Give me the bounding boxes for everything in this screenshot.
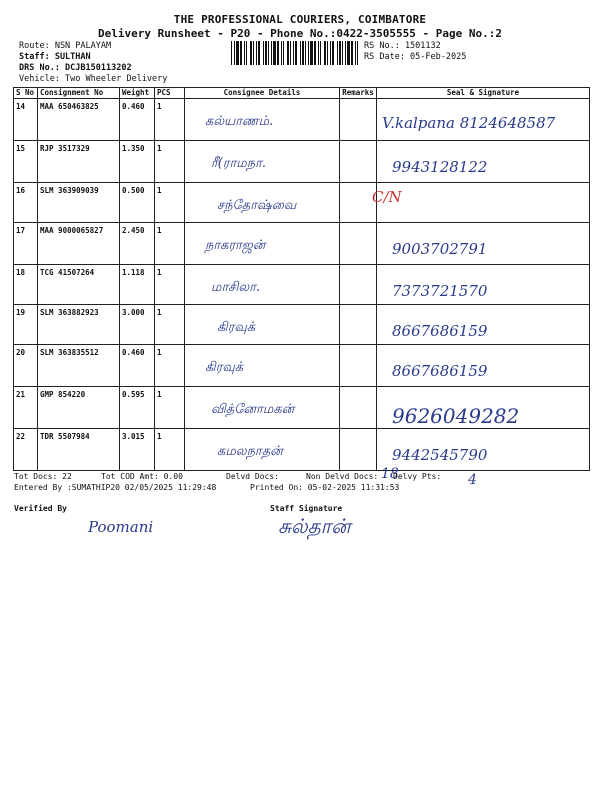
consignee-handwritten: சந்தோஷ்வை: [217, 198, 297, 213]
remark-handwritten: C/N: [372, 188, 402, 206]
row-sno: 19: [14, 305, 38, 345]
barcode-bar: [342, 41, 343, 65]
row-consignment-no: GMP 854220: [38, 387, 120, 429]
row-pcs: 1: [155, 141, 185, 183]
consignee-handwritten: வித்னோமகன்: [211, 402, 295, 417]
delvd-docs: Delvd Docs:: [226, 472, 279, 481]
barcode-bar: [345, 41, 346, 65]
row-sno: 18: [14, 265, 38, 305]
staff-label: Staff: SULTHAN: [19, 52, 91, 62]
staff-handwritten-signature: சுல்தான்: [278, 514, 351, 538]
non-delvd-docs: Non Delvd Docs:: [306, 472, 379, 481]
row-pcs: 1: [155, 223, 185, 265]
barcode-bar: [305, 41, 306, 65]
route-label: Route: NSN PALAYAM: [19, 41, 112, 51]
barcode-bar: [339, 41, 341, 65]
row-weight: 1.350: [120, 141, 155, 183]
consignee-handwritten: கிரவுக்: [217, 320, 256, 335]
row-sno: 15: [14, 141, 38, 183]
row-weight: 0.460: [120, 99, 155, 141]
verified-by-label: Verified By: [14, 504, 67, 513]
barcode-bar: [302, 41, 304, 65]
row-pcs: 1: [155, 305, 185, 345]
table-row: [14, 305, 590, 345]
printed-on: Printed On: 05-02-2025 11:31:53: [250, 483, 400, 492]
barcode-bar: [263, 41, 264, 65]
row-signature: [377, 183, 590, 223]
barcode-bar: [271, 41, 272, 65]
row-consignment-no: MAA 9000065827: [38, 223, 120, 265]
row-consignment-no: MAA 650463825: [38, 99, 120, 141]
consignee-handwritten: ரீ(ராமநா.: [211, 156, 267, 171]
barcode-bar: [277, 41, 279, 65]
barcode-bar: [293, 41, 294, 65]
table-row: [14, 223, 590, 265]
signature-handwritten: 9943128122: [392, 158, 488, 176]
row-weight: 3.000: [120, 305, 155, 345]
barcode-bar: [244, 41, 245, 65]
row-consignment-no: SLM 363882923: [38, 305, 120, 345]
row-consignment-no: TCG 41507264: [38, 265, 120, 305]
rs-no-label: RS No.: 1501132: [364, 41, 441, 51]
barcode-bar: [268, 41, 269, 65]
signature-handwritten: 7373721570: [392, 282, 488, 300]
barcode-bar: [295, 41, 297, 65]
col-pcs: PCS: [155, 88, 185, 99]
row-sno: 20: [14, 345, 38, 387]
barcode-bar: [236, 41, 239, 65]
delvy-pts-handwritten: 4: [468, 472, 477, 488]
barcode-bar: [327, 41, 328, 65]
row-consignment-no: SLM 363835512: [38, 345, 120, 387]
non-delvd-handwritten: 18: [381, 466, 399, 482]
barcode-bar: [265, 41, 267, 65]
rs-date-label: RS Date: 05-Feb-2025: [364, 52, 467, 62]
col-sno: S No: [14, 88, 38, 99]
row-pcs: 1: [155, 429, 185, 471]
row-pcs: 1: [155, 183, 185, 223]
barcode-bar: [308, 41, 309, 65]
row-sno: 21: [14, 387, 38, 429]
barcode-bar: [351, 41, 353, 65]
row-sno: 22: [14, 429, 38, 471]
row-sno: 14: [14, 99, 38, 141]
barcode-bar: [287, 41, 289, 65]
row-remarks: [340, 183, 377, 223]
consignee-handwritten: மாசிலா.: [211, 280, 261, 295]
col-weight: Weight: [120, 88, 155, 99]
row-pcs: 1: [155, 265, 185, 305]
row-sno: 16: [14, 183, 38, 223]
signature-handwritten: 8667686159: [392, 362, 488, 380]
signature-handwritten: 9003702791: [392, 240, 488, 258]
table-row: [14, 183, 590, 223]
signature-handwritten: 9626049282: [392, 404, 520, 428]
row-weight: 3.015: [120, 429, 155, 471]
tot-cod: Tot COD Amt: 0.00: [101, 472, 183, 481]
consignee-handwritten: நாகராஜன்: [205, 238, 266, 253]
barcode-bar: [256, 41, 257, 65]
barcode-image: [231, 41, 359, 65]
row-consignee: [185, 305, 340, 345]
signature-handwritten: 9442545790: [392, 446, 488, 464]
barcode-bar: [250, 41, 252, 65]
signature-handwritten: 8667686159: [392, 322, 488, 340]
row-consignee: [185, 265, 340, 305]
delvy-pts: Delvy Pts:: [393, 472, 442, 481]
barcode-bar: [330, 41, 331, 65]
col-consignee: Consignee Details: [185, 88, 340, 99]
row-weight: 0.460: [120, 345, 155, 387]
table-row: [14, 429, 590, 471]
row-pcs: 1: [155, 99, 185, 141]
row-consignment-no: SLM 363909039: [38, 183, 120, 223]
row-sno: 17: [14, 223, 38, 265]
vehicle-label: Vehicle: Two Wheeler Delivery: [19, 74, 168, 84]
table-header-row: [14, 88, 590, 99]
document-title: THE PROFESSIONAL COURIERS, COIMBATORE: [173, 13, 427, 26]
barcode-bar: [300, 41, 301, 65]
row-remarks: [340, 387, 377, 429]
row-remarks: [340, 345, 377, 387]
table-row: [14, 345, 590, 387]
consignee-handwritten: கிரவுக்: [205, 360, 244, 375]
barcode-bar: [337, 41, 338, 65]
barcode-bar: [240, 41, 242, 65]
tot-docs: Tot Docs: 22: [14, 472, 72, 481]
col-signature: Seal & Signature: [377, 88, 590, 99]
row-remarks: [340, 305, 377, 345]
row-consignment-no: RJP 3517329: [38, 141, 120, 183]
barcode-bar: [332, 41, 334, 65]
barcode-bar: [231, 41, 232, 65]
table-row: [14, 265, 590, 305]
verified-signature: Poomani: [88, 518, 154, 536]
barcode-bar: [290, 41, 291, 65]
barcode-bar: [324, 41, 326, 65]
col-consignment-no: Consignment No: [38, 88, 120, 99]
consignee-handwritten: கமலநாதன்: [217, 444, 283, 459]
row-remarks: [340, 223, 377, 265]
row-consignment-no: TDR 5507984: [38, 429, 120, 471]
row-pcs: 1: [155, 345, 185, 387]
row-remarks: [340, 141, 377, 183]
row-weight: 1.118: [120, 265, 155, 305]
barcode-bar: [258, 41, 260, 65]
col-remarks: Remarks: [340, 88, 377, 99]
row-weight: 2.450: [120, 223, 155, 265]
staff-signature-label: Staff Signature: [270, 504, 343, 513]
consignee-handwritten: கல்யாணம்.: [205, 114, 274, 129]
row-remarks: [340, 265, 377, 305]
row-weight: 0.500: [120, 183, 155, 223]
row-remarks: [340, 429, 377, 471]
row-weight: 0.595: [120, 387, 155, 429]
row-pcs: 1: [155, 387, 185, 429]
barcode-bar: [273, 41, 276, 65]
row-remarks: [340, 99, 377, 141]
barcode-bar: [234, 41, 235, 65]
entered-by: Entered By :SUMATHIP20 02/05/2025 11:29:48: [14, 483, 217, 492]
barcode-bar: [355, 41, 356, 65]
barcode-bar: [246, 41, 247, 65]
table-row: [14, 141, 590, 183]
barcode-bar: [314, 41, 316, 65]
document-subtitle: Delivery Runsheet - P20 - Phone No.:0422-3505555 - Page No.:2: [98, 27, 502, 40]
barcode-bar: [281, 41, 282, 65]
barcode-bar: [320, 41, 321, 65]
barcode-bar: [357, 41, 358, 65]
signature-handwritten: V.kalpana 8124648587: [382, 114, 556, 132]
barcode-bar: [253, 41, 254, 65]
barcode-bar: [318, 41, 319, 65]
barcode-bar: [347, 41, 350, 65]
drs-label: DRS No.: DCJB150113202: [19, 63, 132, 73]
barcode-bar: [283, 41, 284, 65]
barcode-bar: [310, 41, 313, 65]
